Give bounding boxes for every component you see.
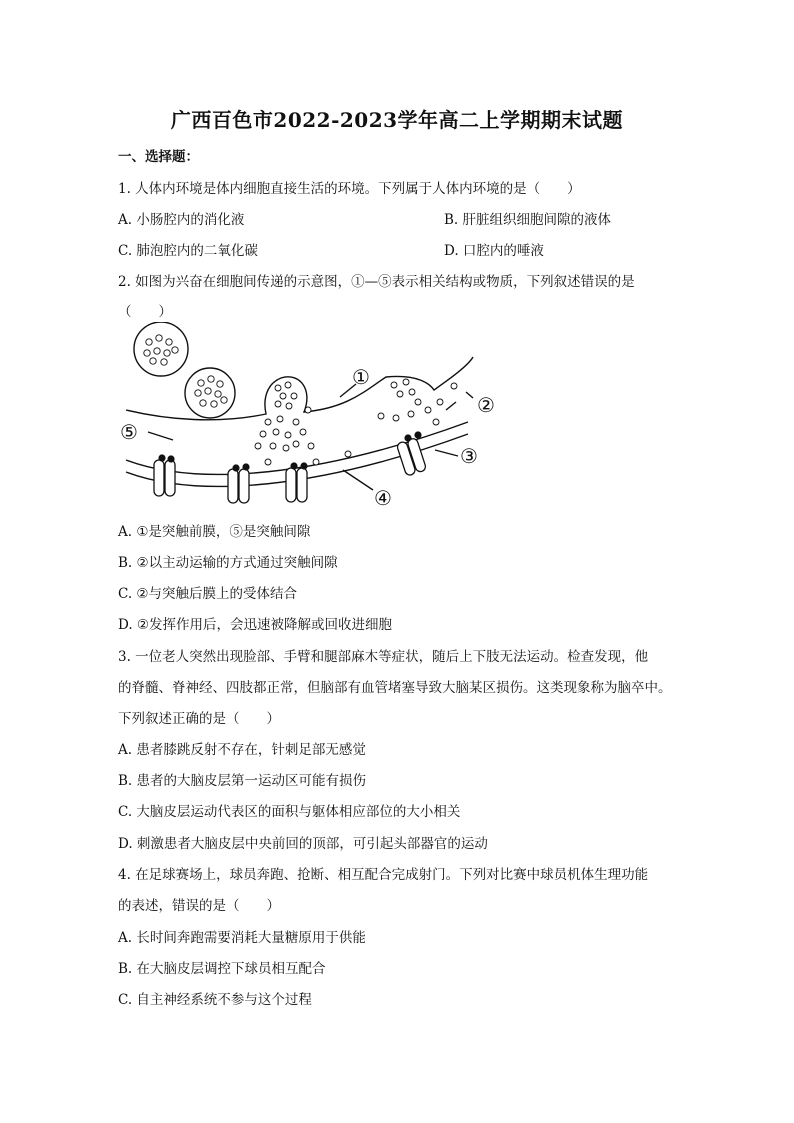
question-2-option-a: A. ①是突触前膜，⑤是突触间隙 — [118, 524, 311, 540]
page-title: 广西百色市2022-2023学年高二上学期期末试题 — [170, 108, 624, 132]
figure-label-2: ② — [477, 393, 495, 417]
question-2-option-c: C. ②与突触后膜上的受体结合 — [118, 586, 298, 602]
question-4-option-c: C. 自主神经系统不参与这个过程 — [118, 992, 312, 1008]
question-2-option-b: B. ②以主动运输的方式通过突触间隙 — [118, 555, 338, 571]
question-2-option-d: D. ②发挥作用后，会迅速被降解或回收进细胞 — [118, 617, 393, 633]
question-4-option-a: A. 长时间奔跑需要消耗大量糖原用于供能 — [118, 930, 366, 946]
question-1-option-b: B. 肝脏组织细胞间隙的液体 — [444, 212, 612, 228]
question-4-stem-line-2: 的表述，错误的是（ ） — [118, 898, 280, 914]
synapse-diagram — [118, 322, 508, 517]
figure-label-1: ① — [352, 365, 370, 389]
question-1-option-a: A. 小肠腔内的消化液 — [118, 212, 245, 228]
question-3-stem-line-1: 3. 一位老人突然出现脸部、手臂和腿部麻木等症状，随后上下肢无法运动。检查发现，他 — [118, 649, 649, 665]
question-2-stem-line-2: （ ） — [118, 304, 172, 320]
question-4-stem-line-1: 4. 在足球赛场上，球员奔跑、抢断、相互配合完成射门。下列对比赛中球员机体生理功能 — [118, 867, 649, 883]
question-3-stem-line-3: 下列叙述正确的是（ ） — [118, 711, 280, 727]
question-4-option-b: B. 在大脑皮层调控下球员相互配合 — [118, 961, 326, 977]
question-1-option-c: C. 肺泡腔内的二氧化碳 — [118, 243, 258, 259]
question-1-option-d: D. 口腔内的唾液 — [444, 243, 544, 259]
question-3-option-d: D. 刺激患者大脑皮层中央前回的顶部，可引起头部器官的运动 — [118, 836, 488, 852]
figure-label-3: ③ — [460, 444, 478, 468]
synaptic-vesicle — [134, 322, 188, 376]
figure-label-4: ④ — [374, 486, 392, 510]
question-3-option-a: A. 患者膝跳反射不存在，针刺足部无感觉 — [118, 742, 366, 758]
presynaptic-membrane — [126, 357, 473, 420]
question-3-option-c: C. 大脑皮层运动代表区的面积与躯体相应部位的大小相关 — [118, 804, 461, 820]
figure-label-5: ⑤ — [120, 420, 138, 444]
question-3-option-b: B. 患者的大脑皮层第一运动区可能有损伤 — [118, 773, 367, 789]
section-heading: 一、选择题： — [118, 149, 199, 165]
question-3-stem-line-2: 的脊髓、脊神经、四肢都正常，但脑部有血管堵塞导致大脑某区损伤。这类现象称为脑卒中。 — [118, 680, 672, 696]
question-1-stem: 1. 人体内环境是体内细胞直接生活的环境。下列属于人体内环境的是（ ） — [118, 181, 581, 197]
question-2-stem-line-1: 2. 如图为兴奋在细胞间传递的示意图，①—⑤表示相关结构或物质，下列叙述错误的是 — [118, 274, 635, 290]
